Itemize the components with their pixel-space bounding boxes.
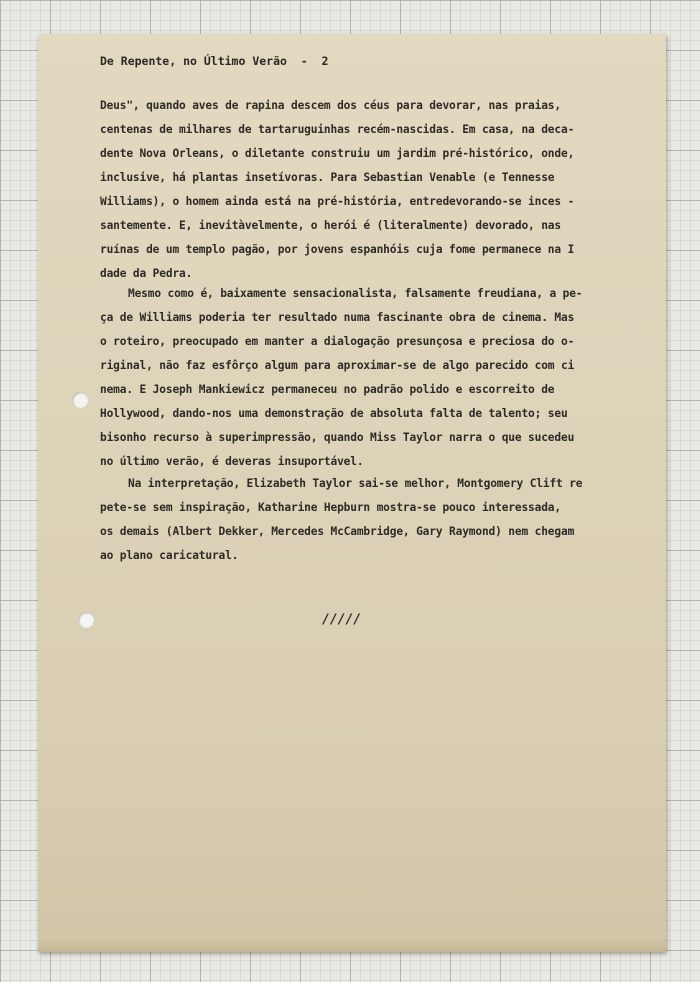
typed-page — [38, 34, 666, 952]
text-line: no último verão, é deveras insuportável. — [100, 455, 364, 468]
punch-hole — [78, 612, 94, 628]
text-line: o roteiro, preocupado em manter a dialogação presunçosa e preciosa do o- — [100, 335, 575, 348]
text-line: inclusive, há plantas insetívoras. Para Sebastian Venable (e Tennesse — [100, 171, 555, 184]
text-line: ao plano caricatural. — [100, 549, 239, 562]
text-line: Williams), o homem ainda está na pré-história, entredevorando-se inces - — [100, 195, 575, 208]
text-line: riginal, não faz esfôrço algum para aproximar-se de algo parecido com ci — [100, 359, 575, 372]
text-line: pete-se sem inspiração, Katharine Hepburn mostra-se pouco interessada, — [100, 501, 561, 514]
text-line: bisonho recurso à superimpressão, quando Miss Taylor narra o que sucedeu — [100, 431, 575, 444]
text-line: ça de Williams poderia ter resultado numa fascinante obra de cinema. Mas — [100, 311, 575, 324]
text-line: santemente. E, inevitàvelmente, o herói é (literalmente) devorado, nas — [100, 219, 561, 232]
text-line: Hollywood, dando-nos uma demonstração de absoluta falta de talento; seu — [100, 407, 568, 420]
punch-hole — [72, 392, 88, 408]
text-line: Deus", quando aves de rapina descem dos céus para devorar, nas praias, — [100, 99, 561, 112]
text-line: centenas de milhares de tartaruguinhas recém-nascidas. Em casa, na deca- — [100, 123, 575, 136]
text-line: Mesmo como é, baixamente sensacionalista, falsamente freudiana, a pe- — [128, 287, 583, 300]
end-mark: ///// — [322, 612, 362, 627]
text-line: Na interpretação, Elizabeth Taylor sai-se melhor, Montgomery Clift re — [128, 477, 583, 490]
text-line: nema. E Joseph Mankiewicz permaneceu no padrão polido e escorreito de — [100, 383, 555, 396]
text-line: dente Nova Orleans, o diletante construiu um jardim pré-histórico, onde, — [100, 147, 575, 160]
text-line: dade da Pedra. — [100, 267, 193, 280]
page-header: De Repente, no Último Verão - 2 — [100, 54, 329, 68]
text-line: ruínas de um templo pagão, por jovens espanhóis cuja fome permanece na I — [100, 243, 575, 256]
text-line: os demais (Albert Dekker, Mercedes McCambridge, Gary Raymond) nem chegam — [100, 525, 575, 538]
